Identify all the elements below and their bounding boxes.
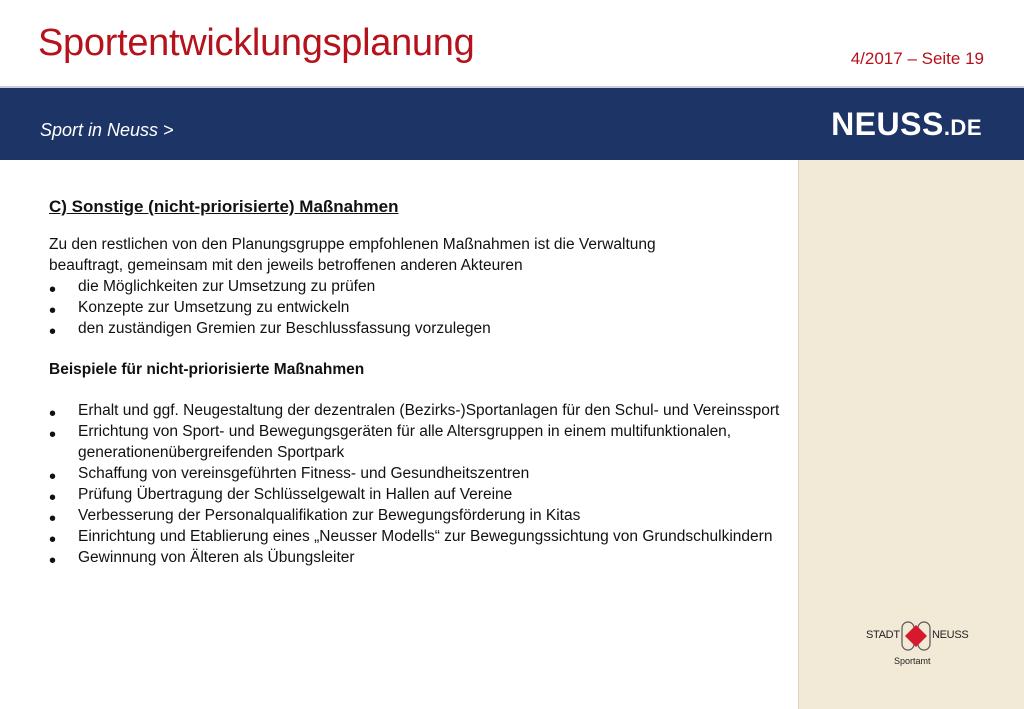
list-item <box>49 463 794 488</box>
intro-line: beauftragt, gemeinsam mit den jeweils betroffenen anderen Akteuren <box>49 257 523 274</box>
action-list <box>49 276 794 343</box>
bullet-icon: • <box>49 300 57 322</box>
breadcrumb[interactable]: Sport in Neuss > <box>40 120 174 140</box>
list-item <box>49 421 794 463</box>
list-item <box>49 318 794 343</box>
section-heading: C) Sonstige (nicht-priorisierte) Maßnahmen <box>49 197 399 216</box>
list-item-text: Konzepte zur Umsetzung zu entwickeln <box>78 299 350 316</box>
intro-line: Zu den restlichen von den Planungsgruppe empfohlenen Maßnahmen ist die Verwaltung <box>49 236 656 253</box>
list-item <box>49 484 794 509</box>
bullet-icon: • <box>49 529 57 551</box>
bullet-icon: • <box>49 403 57 425</box>
page-number: 4/2017 – Seite 19 <box>850 49 984 68</box>
examples-list <box>49 400 794 572</box>
intro-paragraph <box>49 234 794 276</box>
brand-tld: .DE <box>943 115 982 140</box>
list-item-text: Erhalt und ggf. Neugestaltung der dezentralen (Bezirks-)Sportanlagen für den Schul- und Vereinssport <box>78 402 780 419</box>
examples-heading: Beispiele für nicht-priorisierte Maßnahmen <box>49 361 365 378</box>
stadt-neuss-logo <box>866 618 968 672</box>
list-item-text: Einrichtung und Etablierung eines „Neusser Modells“ zur Bewegungssichtung von Grundschulkindern <box>78 528 773 545</box>
list-item <box>49 547 794 572</box>
list-item-text: die Möglichkeiten zur Umsetzung zu prüfen <box>78 278 376 295</box>
list-item <box>49 276 794 301</box>
bullet-icon: • <box>49 487 57 509</box>
logo-right-text: NEUSS <box>932 629 969 641</box>
main-content <box>49 196 794 572</box>
list-item <box>49 505 794 530</box>
bullet-icon: • <box>49 279 57 301</box>
bullet-icon: • <box>49 550 57 572</box>
bullet-icon: • <box>49 466 57 488</box>
list-item-text: Schaffung von vereinsgeführten Fitness- und Gesundheitszentren <box>78 465 530 482</box>
neuss-emblem-icon <box>899 618 933 654</box>
list-item <box>49 526 794 551</box>
list-item-text: Verbesserung der Personalqualifikation zur Bewegungsförderung in Kitas <box>78 507 581 524</box>
bullet-icon: • <box>49 424 57 446</box>
list-item <box>49 400 794 425</box>
logo-left-text: STADT <box>866 629 900 641</box>
list-item <box>49 297 794 322</box>
list-item-text: Gewinnung von Älteren als Übungsleiter <box>78 549 355 566</box>
page-title: Sportentwicklungsplanung <box>38 22 475 64</box>
list-item-text: Errichtung von Sport- und Bewegungsgeräten für alle Altersgruppen in einem multifunktionalen, generationenübergreifenden Sportpark <box>78 423 732 461</box>
header-band <box>0 86 1024 160</box>
list-item-text: Prüfung Übertragung der Schlüsselgewalt in Hallen auf Vereine <box>78 486 513 503</box>
brand-main: NEUSS <box>831 106 944 142</box>
bullet-icon: • <box>49 321 57 343</box>
brand-logo <box>831 106 982 143</box>
bullet-icon: • <box>49 508 57 530</box>
list-item-text: den zuständigen Gremien zur Beschlussfassung vorzulegen <box>78 320 491 337</box>
logo-caption: Sportamt <box>894 656 931 666</box>
